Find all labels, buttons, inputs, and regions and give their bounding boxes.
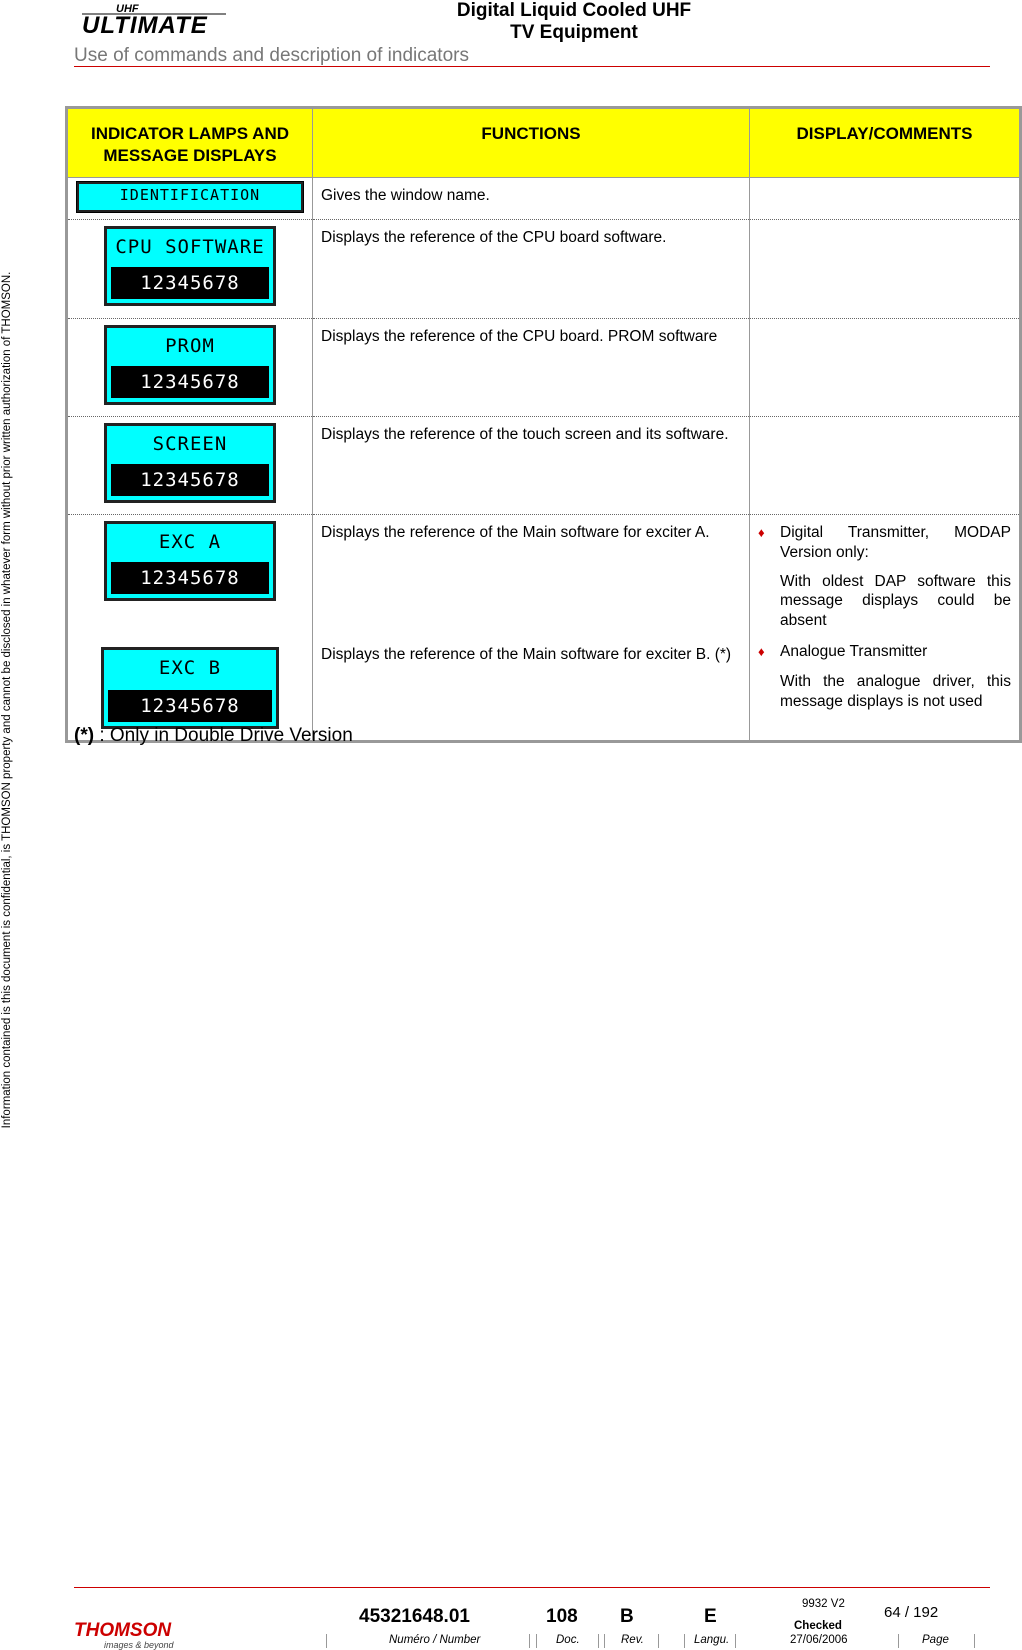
date: 27/06/2006 xyxy=(790,1634,848,1646)
page-footer xyxy=(74,1587,990,1650)
label-page: Page xyxy=(922,1634,949,1646)
display-value: 12345678 xyxy=(111,366,269,398)
page-header xyxy=(74,0,990,67)
indicator-cell xyxy=(67,318,313,416)
comment-cell xyxy=(750,220,1021,318)
footer-divider xyxy=(536,1634,537,1648)
confidentiality-note xyxy=(0,0,14,1400)
document-title-line2: TV Equipment xyxy=(510,22,638,43)
table-row xyxy=(67,416,1021,514)
function-cell: Displays the reference of the CPU board. PROM software xyxy=(313,318,750,416)
label-doc: Doc. xyxy=(556,1634,580,1646)
diamond-bullet-icon: ♦ xyxy=(758,525,765,541)
footer-divider xyxy=(598,1634,599,1648)
indicator-cell xyxy=(67,515,313,742)
footer-divider xyxy=(529,1634,530,1648)
function-cell xyxy=(313,515,750,742)
function-cell: Gives the window name. xyxy=(313,178,750,220)
page-number: 64 / 192 xyxy=(884,1604,939,1621)
indicator-table xyxy=(65,106,1022,743)
table-row xyxy=(67,220,1021,318)
header-display-comments: DISPLAY/COMMENTS xyxy=(750,108,1021,178)
ultimate-logo-graphic xyxy=(76,0,232,38)
table-row xyxy=(67,178,1021,220)
brand-name: THOMSON xyxy=(74,1620,172,1641)
revision: B xyxy=(620,1606,634,1627)
display-value: 12345678 xyxy=(111,464,269,496)
function-exc-a: Displays the reference of the Main software for exciter A. xyxy=(321,524,710,542)
display-value: 12345678 xyxy=(111,562,269,594)
exc-b-display xyxy=(101,647,279,729)
comment-cell xyxy=(750,178,1021,220)
footer-divider xyxy=(658,1634,659,1648)
section-subtitle: Use of commands and description of indicators xyxy=(74,45,469,66)
display-label: PROM xyxy=(165,334,215,357)
display-label: EXC A xyxy=(158,531,222,554)
svg-text:UHF: UHF xyxy=(116,3,139,15)
table-header-row xyxy=(67,108,1021,178)
comment-cell xyxy=(750,318,1021,416)
footnote-text: : Only in Double Drive Version xyxy=(94,725,353,746)
footer-divider xyxy=(974,1634,975,1648)
document-number: 45321648.01 xyxy=(359,1606,470,1627)
footer-divider xyxy=(684,1634,685,1648)
function-exc-b: Displays the reference of the Main software for exciter B. (*) xyxy=(321,646,732,664)
checked-label: Checked xyxy=(794,1620,842,1632)
footer-divider xyxy=(735,1634,736,1648)
header-indicator-lamps: INDICATOR LAMPS AND MESSAGE DISPLAYS xyxy=(67,108,313,178)
document-title-line1: Digital Liquid Cooled UHF xyxy=(456,0,692,21)
ultimate-logo xyxy=(76,0,232,38)
label-number: Numéro / Number xyxy=(389,1634,481,1646)
comment-text-analogue: With the analogue driver, this message displays is not used xyxy=(780,673,1011,710)
exc-a-display xyxy=(104,521,276,601)
diamond-bullet-icon: ♦ xyxy=(758,644,765,660)
comment-text-digital: With oldest DAP software this message displays could be absent xyxy=(780,573,1011,629)
confidentiality-text: Information contained is this document is confidential, is THOMSON property and cannot be disclosed in whatever form without prior written authorization of THOMSON. xyxy=(1,271,13,1129)
display-value: 12345678 xyxy=(111,267,269,299)
footer-divider xyxy=(326,1634,327,1648)
function-cell: Displays the reference of the touch screen and its software. xyxy=(313,416,750,514)
doc-code: 108 xyxy=(546,1606,578,1627)
comment-cell xyxy=(750,416,1021,514)
label-rev: Rev. xyxy=(621,1634,644,1646)
screen-display xyxy=(104,423,276,503)
identification-display: IDENTIFICATION xyxy=(77,182,303,212)
indicator-cell xyxy=(67,220,313,318)
label-lang: Langu. xyxy=(694,1634,730,1646)
display-label: CPU SOFTWARE xyxy=(115,236,265,259)
function-cell: Displays the reference of the CPU board software. xyxy=(313,220,750,318)
prom-display xyxy=(104,325,276,405)
comment-bullet-digital: ♦ Digital Transmitter, MODAP Version only: xyxy=(758,524,1011,561)
comment-cell xyxy=(750,515,1021,742)
thomson-logo xyxy=(74,1614,194,1650)
display-label: EXC B xyxy=(158,656,222,679)
indicator-cell xyxy=(67,416,313,514)
language: E xyxy=(704,1606,717,1627)
header-functions: FUNCTIONS xyxy=(313,108,750,178)
table-row xyxy=(67,318,1021,416)
cpu-software-display xyxy=(104,226,276,306)
footer-divider xyxy=(604,1634,605,1648)
version: 9932 V2 xyxy=(802,1598,845,1610)
comment-bullet-analogue: ♦ Analogue Transmitter xyxy=(758,643,928,661)
display-value: 12345678 xyxy=(108,690,272,722)
brand-tagline: images & beyond xyxy=(104,1640,174,1650)
indicator-cell xyxy=(67,178,313,220)
footer-divider xyxy=(898,1634,899,1648)
footnote-mark: (*) xyxy=(74,725,95,746)
table-row xyxy=(67,515,1021,742)
svg-text:ULTIMATE: ULTIMATE xyxy=(82,12,208,38)
display-label: SCREEN xyxy=(152,432,228,455)
footnote xyxy=(74,725,353,747)
